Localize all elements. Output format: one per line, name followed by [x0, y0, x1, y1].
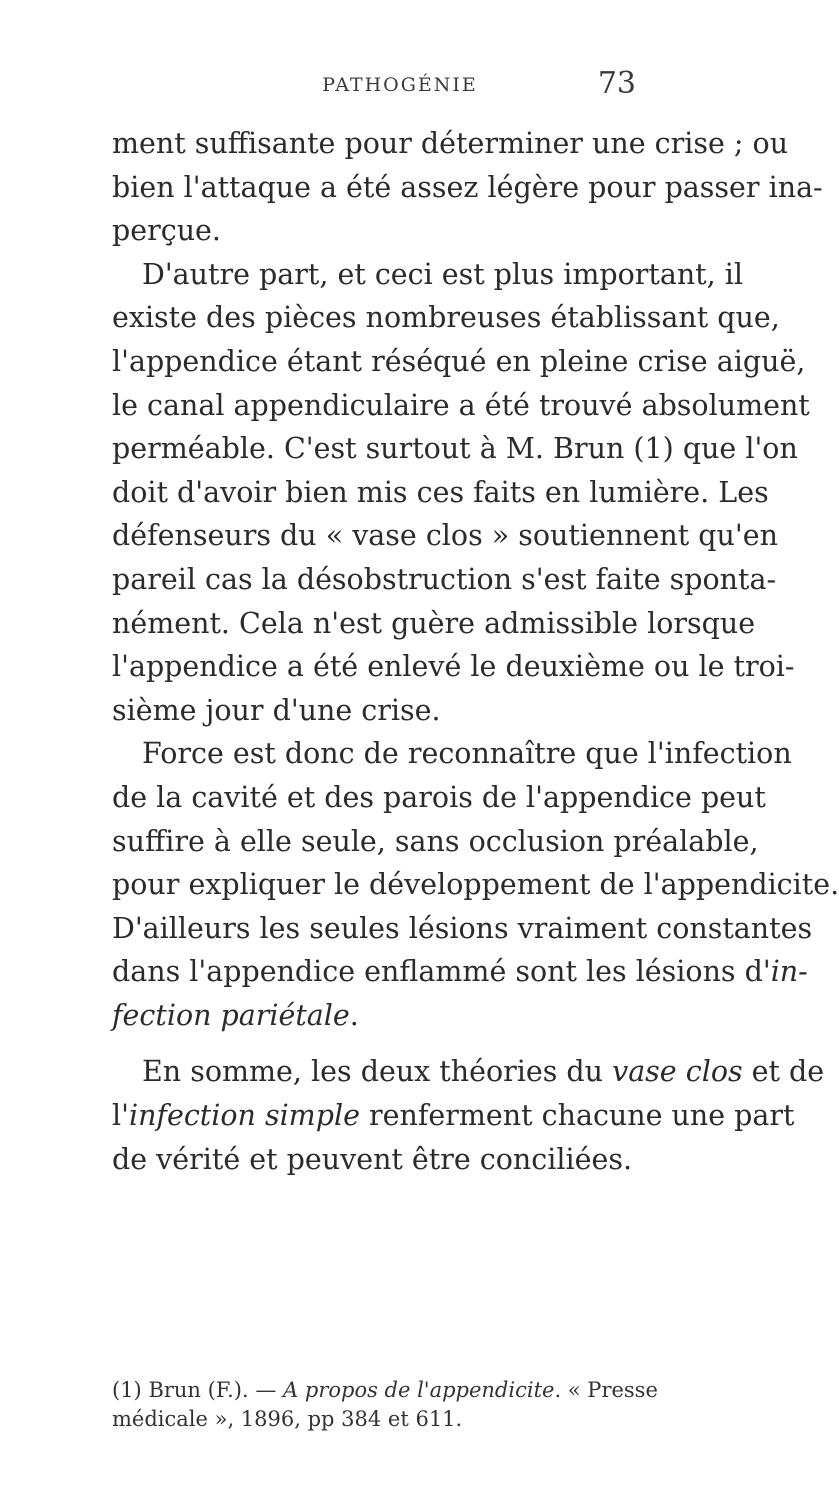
text-line: défenseurs du « vase clos » soutiennent qu'en [112, 519, 778, 553]
text-line: D'autre part, et ceci est plus important, il [142, 257, 743, 291]
text-line: ment suffisante pour déterminer une crise ; ou [112, 127, 789, 160]
page-number: 73 [597, 66, 636, 101]
text-line: pareil cas la désobstruction s'est faite sponta- [112, 562, 777, 596]
italic-text: in- [770, 955, 808, 989]
text-line: bien l'attaque a été assez légère pour passer ina- [112, 170, 823, 204]
footnote-line: médicale », 1896, pp 384 et 611. [112, 1407, 463, 1431]
body-text [112, 122, 839, 1181]
footnote-marker: (1) [112, 1378, 142, 1402]
text-line: D'ailleurs les seules lésions vraiment constantes [112, 911, 813, 945]
text-line: l'appendice étant réséqué en pleine crise aiguë, [112, 344, 806, 378]
footnote-source: . « Presse [554, 1378, 658, 1402]
text-segment: . [349, 998, 359, 1032]
italic-text: vase clos [612, 1055, 743, 1089]
paragraph-4 [112, 1050, 825, 1181]
paragraph-3 [112, 732, 839, 1037]
footnote-author: Brun (F.). — [148, 1378, 284, 1402]
text-line: doit d'avoir bien mis ces faits en lumière. Les [112, 475, 769, 509]
text-line: l'appendice a été enlevé le deuxième ou le troi- [112, 650, 795, 684]
text-line: sième jour d'une crise. [112, 693, 441, 727]
text-line: existe des pièces nombreuses établissant que, [112, 301, 780, 335]
paragraph-1 [112, 122, 823, 253]
footnote-line [112, 1376, 678, 1405]
text-line [112, 427, 798, 471]
text-line: de la cavité et des parois de l'appendice peut [112, 780, 766, 814]
italic-text: fection pariétale [112, 998, 350, 1032]
text-segment: perméable. C'est surtout à M. Brun [112, 432, 625, 466]
text-line [112, 994, 678, 1038]
paragraph-2 [112, 253, 810, 733]
page-header [0, 66, 800, 106]
text-segment: renferment chacune une part [359, 1099, 795, 1133]
text-segment: et de [742, 1055, 825, 1089]
paragraph-gap [112, 1037, 678, 1050]
running-head: PATHOGÉNIE [322, 74, 478, 96]
text-line: de vérité et peuvent être conciliées. [112, 1142, 632, 1176]
text-line: nément. Cela n'est guère admissible lorsque [112, 606, 756, 640]
text-line [112, 950, 808, 994]
italic-text: infection simple [128, 1099, 360, 1133]
text-segment: En somme, les deux théories du [142, 1055, 613, 1089]
footnote-ref: (1) [633, 432, 674, 466]
text-segment: l' [112, 1099, 129, 1133]
text-segment: que l'on [682, 432, 798, 466]
text-line [112, 1094, 795, 1138]
text-line: Force est donc de reconnaître que l'infection [142, 737, 792, 771]
text-line: le canal appendiculaire a été trouvé absolument [112, 388, 810, 422]
text-line: pour expliquer le développement de l'appendicite. [112, 868, 839, 902]
text-line: suffire à elle seule, sans occlusion préalable, [112, 824, 759, 858]
text-line [112, 1050, 825, 1094]
text-line: perçue. [112, 214, 221, 248]
text-segment: dans l'appendice enflammé sont les lésions d' [112, 955, 771, 989]
footnote-title: A propos de l'appendicite [283, 1378, 555, 1402]
footnote [112, 1376, 678, 1434]
